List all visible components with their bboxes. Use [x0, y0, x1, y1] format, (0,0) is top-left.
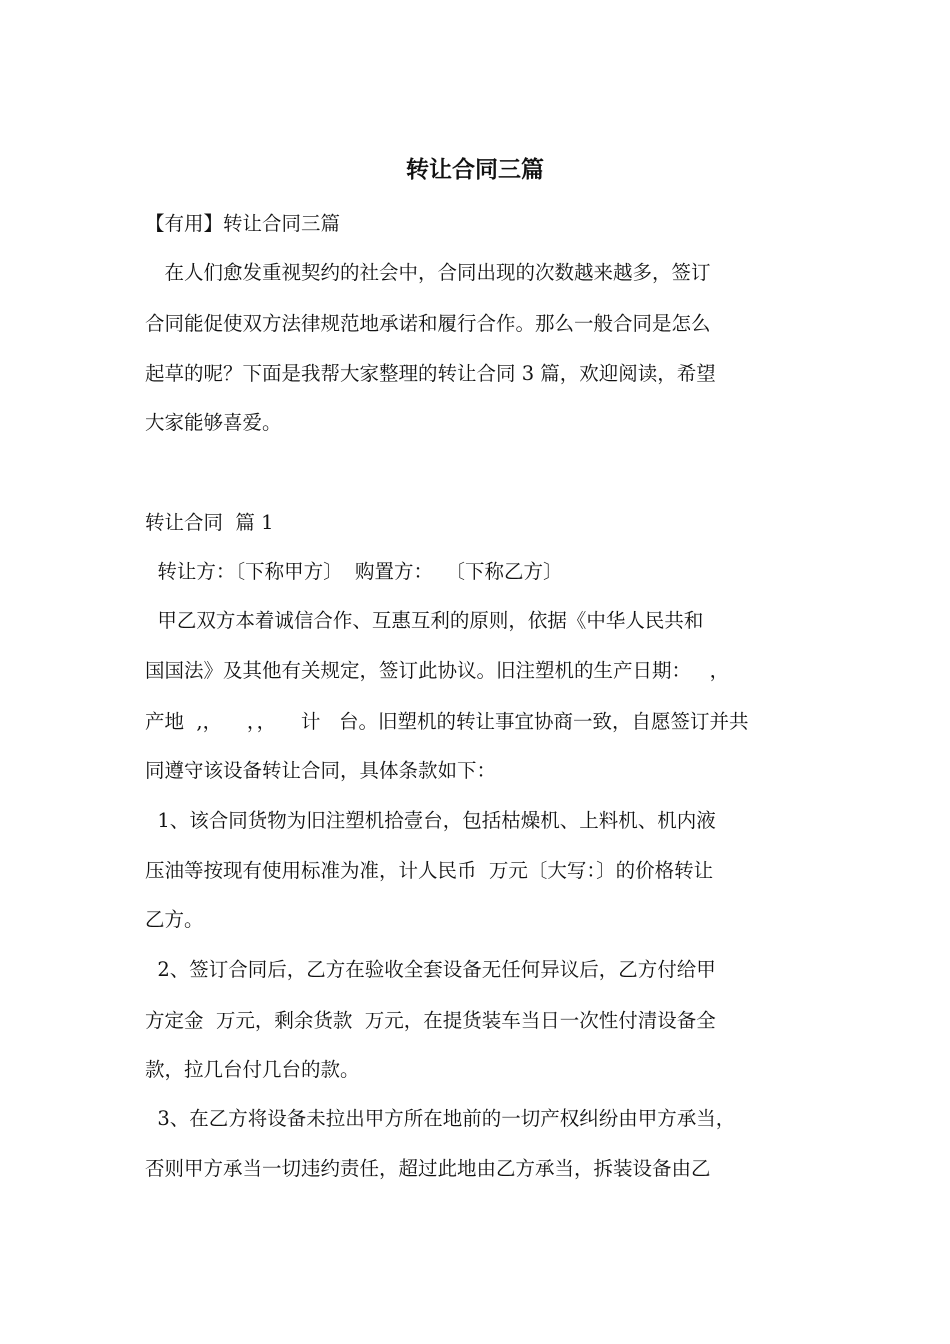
body-line: 产地 ,， ，， 计 台。旧塑机的转让事宜协商一致，自愿签订并共	[145, 710, 749, 733]
clause-line: 1、该合同货物为旧注塑机拾壹台，包括枯燥机、上料机、机内液	[145, 809, 716, 832]
clause-line: 否则甲方承当一切违约责任，超过此地由乙方承当，拆装设备由乙	[145, 1157, 711, 1180]
clause-line: 压油等按现有使用标准为准，计人民币 万元〔大写：〕的价格转让	[145, 859, 714, 882]
clause-line: 2、签订合同后，乙方在验收全套设备无任何异议后，乙方付给甲	[145, 958, 716, 981]
clause-line: 款，拉几台付几台的款。	[145, 1058, 360, 1081]
body-line: 甲乙双方本着诚信合作、互惠互利的原则，依据《中华人民共和	[145, 609, 704, 632]
clause-line: 乙方。	[145, 908, 204, 931]
intro-line: 起草的呢？下面是我帮大家整理的转让合同 3 篇，欢迎阅读，希望	[145, 362, 716, 385]
parties-line: 转让方：〔下称甲方〕 购置方： 〔下称乙方〕	[145, 560, 563, 583]
document-title: 转让合同三篇	[406, 157, 544, 183]
body-line: 国国法》及其他有关规定，签订此协议。旧注塑机的生产日期： ，	[145, 659, 730, 682]
clause-line: 方定金 万元，剩余货款 万元，在提货装车当日一次性付清设备全	[145, 1009, 716, 1032]
section-heading: 转让合同 篇 1	[145, 511, 274, 534]
intro-line: 大家能够喜爱。	[145, 411, 282, 434]
intro-line: 合同能促使双方法律规范地承诺和履行合作。那么一般合同是怎么	[145, 312, 711, 335]
clause-line: 3、在乙方将设备未拉出甲方所在地前的一切产权纠纷由甲方承当，	[145, 1107, 736, 1130]
intro-line: 在人们愈发重视契约的社会中，合同出现的次数越来越多，签订	[145, 261, 711, 284]
body-line: 同遵守该设备转让合同，具体条款如下：	[145, 759, 497, 782]
subtitle-line: 【有用】转让合同三篇	[145, 212, 341, 235]
